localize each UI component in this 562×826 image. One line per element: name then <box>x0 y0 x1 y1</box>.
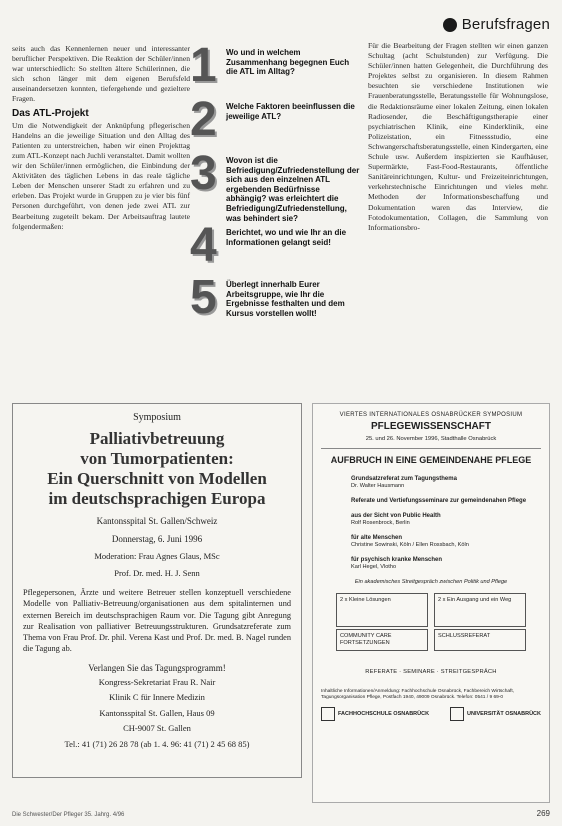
program-item <box>351 535 541 549</box>
program-item-sub: Rolf Rosenbrock, Berlin <box>351 520 410 526</box>
question-item <box>190 219 362 272</box>
advert-theme: AUFBRUCH IN EINE GEMEINDENAHE PFLEGE <box>330 455 532 465</box>
article-left-column <box>12 44 190 232</box>
question-item <box>190 39 362 94</box>
section-title: Berufsfragen <box>461 16 550 33</box>
question-text: Wo und in welchem Zusammenhang begegnen Euch die ATL im Alltag? <box>226 48 350 77</box>
fh-logo <box>321 707 429 721</box>
advert-date: 25. und 26. November 1996, Stadthalle Osnabrück <box>365 436 497 442</box>
program-item-sub: Dr. Walter Hausmann <box>351 483 405 489</box>
bullet-icon <box>443 18 457 32</box>
page-number: 269 <box>536 809 550 818</box>
logo-mark-icon <box>450 707 464 721</box>
advert-moderation: Prof. Dr. med. H. J. Senn <box>114 568 200 578</box>
advert-address-line: Kantonsspital St. Gallen, Haus 09 <box>99 707 215 718</box>
logo-mark-icon <box>321 707 335 721</box>
advert-subtitle: VIERTES INTERNATIONALES OSNABRÜCKER SYMPOSIUM <box>339 412 523 418</box>
session-box: COMMUNITY CARE FORTSETZUNGEN <box>336 629 428 651</box>
session-boxes <box>321 629 541 651</box>
question-text: Berichtet, wo und wie Ihr an die Informationen gelangt seid! <box>226 228 347 247</box>
program-item-title: aus der Sicht von Public Health <box>351 513 441 519</box>
question-item <box>190 271 362 336</box>
intro-paragraph: seits auch das Kennenlernen neuer und interessanter beruflicher Perspektiven. Die Reaktion der Schüler/innen war unterschiedlich: So stellten ältere Schülerinnen, die sich schon länger mit dem eigenen Berufsfeld auseinandersetzen konnten, tiefergehende und gezieltere Fragen. <box>12 44 190 104</box>
question-text: Überlegt innerhalb Eurer Arbeitsgruppe, wie Ihr die Ergebnisse festhalten und dem Kursus vorstellen wollt! <box>226 280 345 318</box>
session-box: 2 x Kleine Lösungen <box>336 593 428 627</box>
advert-date: Donnerstag, 6. Juni 1996 <box>111 534 203 544</box>
advert-title-line: Ein Querschnitt von Modellen <box>47 469 267 488</box>
advert-address-line: CH-9007 St. Gallen <box>123 723 191 734</box>
advert-address-line: Kongress-Sekretariat Frau R. Nair <box>98 676 216 687</box>
question-item <box>190 93 362 148</box>
program-item-title: für psychisch kranke Menschen <box>351 557 443 563</box>
advert-fine-print: Inhaltliche Informationen/Anmeldung: Fachhochschule Osnabrück, Fachbereich Wirtschaft, Tagungsorganisation Pflege, Postfach 1940, 49009 Osnabrück. Telefon: 0541 / 9 69-0 <box>321 689 515 700</box>
program-item <box>351 476 541 490</box>
question-text: Wovon ist die Befriedigung/Zufriedenstellung der sich aus den einzelnen ATL ergebenden Bedürfnisse abhängig? was erleichtert die Befriedigung/Zufriedenstellung, was behindert sie? <box>226 156 360 223</box>
advert-title-line: im deutschsprachigen Europa <box>48 489 266 508</box>
pflegewissenschaft-advert <box>312 403 550 803</box>
question-number: 4 <box>190 219 217 272</box>
body-paragraph: Um die Notwendigkeit der Anknüpfung pflegerischen Handelns an die jeweilige Situation und den Alltag des Patienten zu unterstreichen, haben wir einen Projekttag zum ATL-Konzept nach Juchli veranstaltet. Damit wollten wir den Schüler/innen ermöglichen, die Einbindung der Aktivitäten des täglichen Lebens in das reale tägliche Leben der Menschen unserer Stadt zu erfahren und zu erleben. Das Projekt wurde in Gruppen zu je vier bis fünf Personen durchgeführt, von denen jede zwei ATL zur Bearbeitung zugeteilt bekam. Der Arbeitsauftrag lautete folgendermaßen: <box>12 120 190 231</box>
program-item-title: Grundsatzreferat zum Tagungsthema <box>351 476 457 482</box>
program-list <box>351 476 541 571</box>
logo-text: UNIVERSITÄT OSNABRÜCK <box>467 711 541 717</box>
advert-format: REFERATE · SEMINARE · STREITGESPRÄCH <box>365 669 497 675</box>
program-item-title: Referate und Vertiefungsseminare zur gemeindenahen Pflege <box>351 498 527 504</box>
advert-logos <box>321 707 541 721</box>
advert-label: Symposium <box>133 412 181 423</box>
question-item <box>190 147 362 223</box>
advert-contact: Tel.: 41 (71) 26 28 78 (ab 1. 4. 96: 41 (71) 2 45 68 85) <box>64 738 250 749</box>
program-item-title: für alte Menschen <box>351 535 403 541</box>
question-text: Welche Faktoren beeinflussen die jeweilige ATL? <box>226 102 355 121</box>
advert-title-line: von Tumorpatienten: <box>80 449 234 468</box>
advert-title-line: Palliativbetreuung <box>89 429 225 448</box>
logo-text: FACHHOCHSCHULE OSNABRÜCK <box>338 711 430 717</box>
journal-footer: Die Schwester/Der Pfleger 35. Jahrg. 4/96 <box>12 812 125 818</box>
section-header <box>443 16 550 33</box>
question-number: 2 <box>190 93 217 146</box>
question-number: 3 <box>190 147 217 200</box>
question-number: 1 <box>190 39 217 92</box>
advert-location: Kantonsspital St. Gallen/Schweiz <box>96 516 218 526</box>
section-heading: Das ATL-Projekt <box>12 107 89 119</box>
question-number: 5 <box>190 271 217 324</box>
advert-address-line: Klinik C für Innere Medizin <box>109 692 205 703</box>
program-item <box>351 498 541 505</box>
question-list <box>190 39 362 340</box>
advert-request: Verlangen Sie das Tagungsprogramm! <box>88 662 226 673</box>
session-box: SCHLUSSREFERAT <box>434 629 526 651</box>
article-right-column <box>368 41 548 233</box>
program-item <box>351 513 541 527</box>
advert-moderation: Moderation: Frau Agnes Glaus, MSc <box>94 551 220 561</box>
divider <box>321 448 541 449</box>
program-item <box>351 557 541 571</box>
advert-description: Pflegepersonen, Ärzte und weitere Betreuer stellen konzeptuell verschiedene Modelle von Palliativ-Betreuung/organisationen aus dem spitalinternen und externen Bereich im deutschsprachigen Raum vor. Die Tagung gibt Anregung zur Realisation von palliativer Betreuungsstrukturen. Grundsatzreferate zum Thema von Frau Prof. Dr. phil. Verena Kast und Prof. Dr. med. B. Nagel runden die Tagung ab. <box>23 588 291 654</box>
program-item-sub: Karl Hegel, Vlotho <box>351 564 397 570</box>
body-paragraph: Für die Bearbeitung der Fragen stellten wir einen ganzen Schultag (acht Schulstunden) zur Verfügung. Die Schüler/innen hatten Gelegenheit, die Durchführung des Projektes selbst zu organisieren. In diesem Rahmen besuchten sie verschiedene Institutionen wie Frauenberatungsstelle, Beratungsstelle für Wohnungslose, die Redaktionsräume einer lokalen Zeitung, einen lokalen Radiosender, die Beschäftigungstherapie einer psychiatrischen Klinik, eine Kinderklinik, eine Polizeistation, ein Fitnessstudio, eine Schwangerschaftsberatungsstelle, einen Kindergarten, eine Schule usw. Außerdem inspizierten sie Kaufhäuser, Supermärkte, Fast-Food-Restaurants, öffentliche Sanitäreinrichtungen, Kultur- und Freizeiteinrichtungen, verkehrstechnische Einrichtungen und vieles mehr. Methoden der Informationsbeschaffung und Dokumentation waren das Interview, die Fotodokumentation, Collagen, die Sammlung von Informationsbro- <box>368 41 548 232</box>
symposium-advert <box>12 403 302 778</box>
advert-note: Ein akademisches Streitgespräch zwischen Politik und Pflege <box>354 579 508 585</box>
program-item-sub: Christine Sowinski, Köln / Ellen Rossbach, Köln <box>351 542 469 548</box>
session-box: 2 x Ein Ausgang und ein Weg <box>434 593 526 627</box>
advert-title: PFLEGEWISSENSCHAFT <box>370 421 491 432</box>
uni-logo <box>450 707 541 721</box>
session-boxes <box>321 593 541 627</box>
